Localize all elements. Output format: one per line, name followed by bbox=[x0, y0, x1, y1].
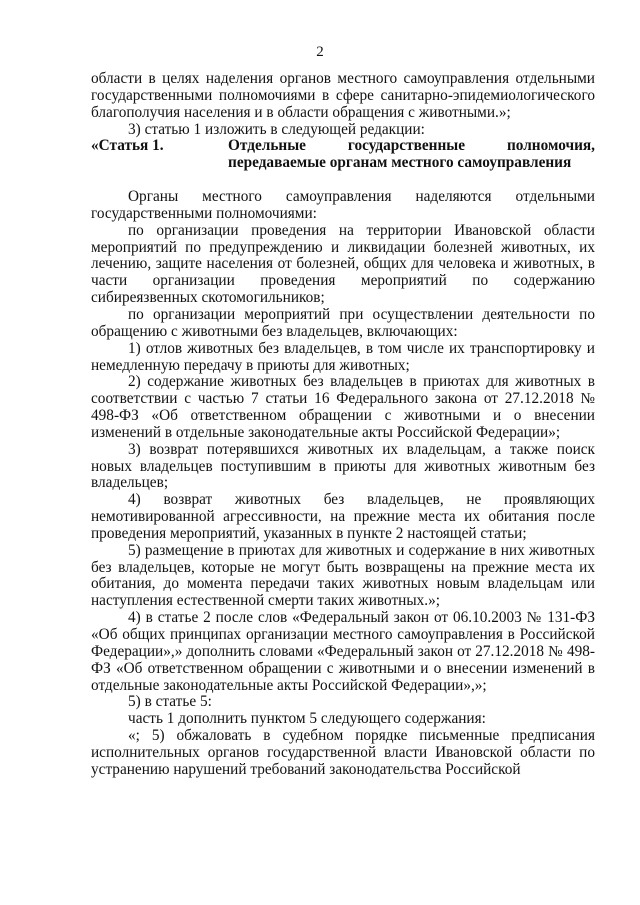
article-number: «Статья 1. bbox=[91, 137, 164, 155]
paragraph: 5) в статье 5: bbox=[128, 693, 212, 711]
paragraph: 4) возврат животных без владельцев, не проявляющих немотивированной агрессивности, на прежние места их обитания после проведения мероприятий, указанных в пункте 2 настоящей статьи; bbox=[91, 491, 595, 542]
paragraph: 3) статью 1 изложить в следующей редакции: bbox=[128, 120, 425, 138]
document-body bbox=[91, 71, 595, 779]
paragraph: «; 5) обжаловать в судебном порядке письменные предписания исполнительных органов государственной власти Ивановской области по устранению нарушений требований законодательства Российской bbox=[91, 727, 595, 778]
paragraph: 1) отлов животных без владельцев, в том числе их транспортировку и немедленную передачу в приюты для животных; bbox=[91, 339, 595, 374]
paragraph: по организации мероприятий при осуществлении деятельности по обращению с животными без владельцев, включающих: bbox=[91, 305, 595, 340]
paragraph: часть 1 дополнить пунктом 5 следующего содержания: bbox=[128, 710, 486, 728]
paragraph: 3) возврат потерявшихся животных их владельцам, а также поиск новых владельцев поступившим в приюты для животных животным без владельцев; bbox=[91, 440, 595, 492]
paragraphs-before bbox=[91, 71, 595, 138]
paragraph: Органы местного самоуправления наделяются отдельными государственными полномочиями: bbox=[91, 188, 595, 222]
paragraph: 2) содержание животных без владельцев в приютах для животных в соответствии с частью 7 статьи 16 Федерального закона от 27.12.2018 № 498-ФЗ «Об ответственном обращении с животными и о внесении изменений в отдельные законодательные акты Российской Федерации»; bbox=[91, 373, 595, 441]
paragraph: по организации проведения на территории Ивановской области мероприятий по предупреждению и ликвидации болезней животных, их лечению, защите населения от болезней, общих для человека и животных, в части организации проведения мероприятий по содержанию сибиреязвенных скотомогильников; bbox=[91, 221, 595, 307]
paragraph: 5) размещение в приютах для животных и содержание в них животных без владельцев, которые не могут быть возвращены на прежние места их обитания, до момента передачи таких животных новым владельцам или наступления естественной смерти таких животных.»; bbox=[91, 541, 595, 610]
paragraph: области в целях наделения органов местного самоуправления отдельными государственными полномочиями в сфере санитарно-эпидемиологического благополучия населения и в области обращения с животными.»; bbox=[91, 70, 595, 121]
article-heading bbox=[91, 138, 595, 172]
article-title-line-2: передаваемые органам местного самоуправления bbox=[228, 154, 572, 172]
paragraphs-after bbox=[91, 189, 595, 779]
article-title-line-1: Отдельные государственные полномочия, bbox=[228, 137, 595, 155]
paragraph: 4) в статье 2 после слов «Федеральный закон от 06.10.2003 № 131-ФЗ «Об общих принципах организации местного самоуправления в Российской Федерации»,» дополнить словами «Федеральный закон от 27.12.2018 № 498-ФЗ «Об ответственном обращении с животными и о внесении изменений в отдельные законодательные акты Российской Федерации»,»; bbox=[91, 609, 595, 694]
page-number: 2 bbox=[316, 44, 324, 60]
article-title bbox=[228, 138, 595, 172]
